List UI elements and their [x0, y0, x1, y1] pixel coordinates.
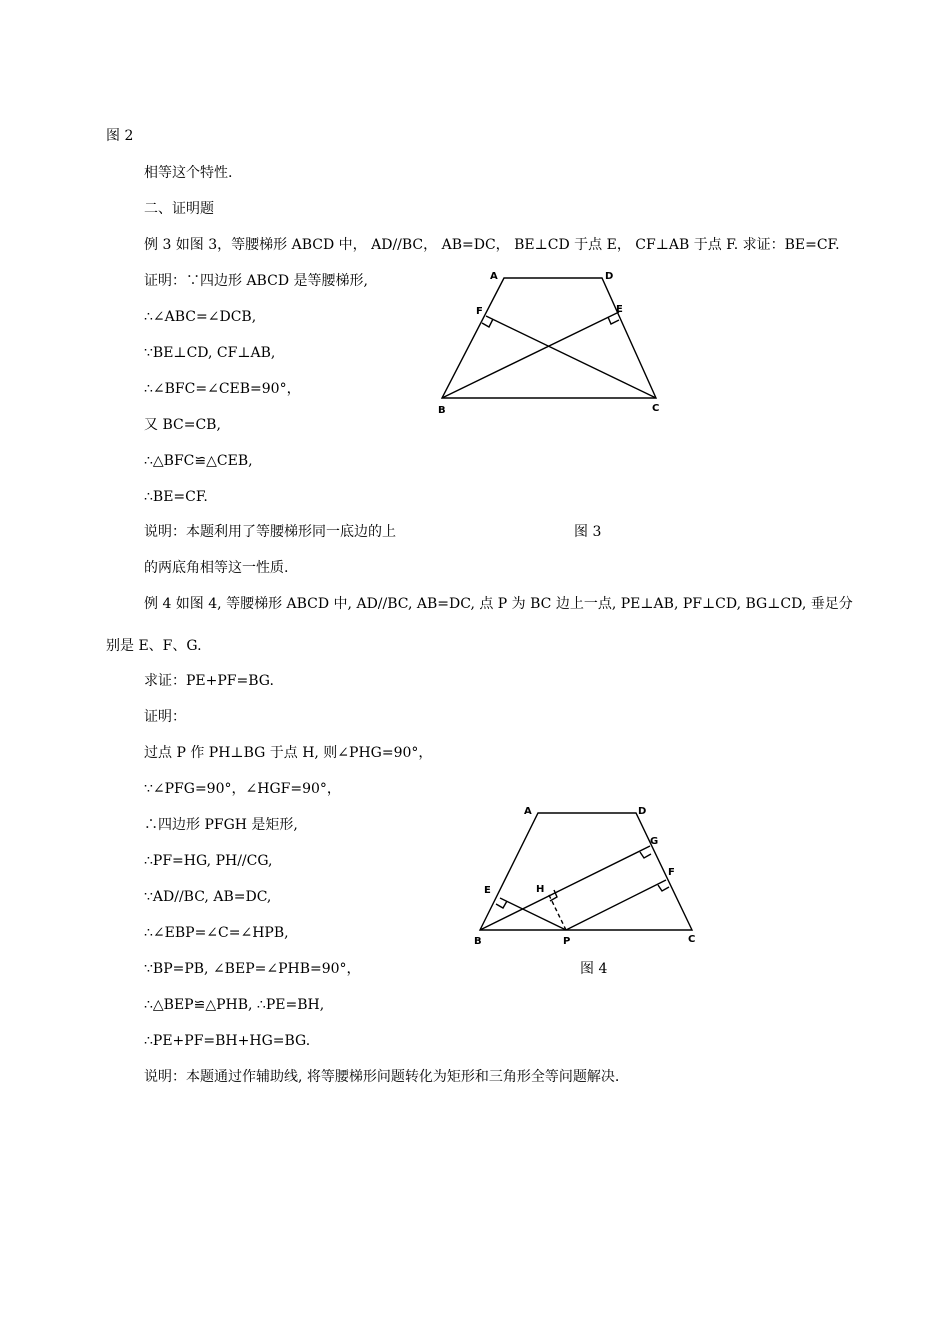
trapezoid-abcd — [480, 813, 692, 930]
example-3-statement: 例 3 如图 3，等腰梯形 ABCD 中， AD//BC， AB=DC， BE⊥CD 于点 E， CF⊥AB 于点 F. 求证：BE=CF. — [144, 237, 840, 253]
label-c: C — [652, 403, 660, 414]
proof-line: ∴BE=CF. — [144, 489, 208, 505]
example-4-statement-cont: 别是 E、F、G. — [106, 638, 202, 654]
label-h: H — [536, 884, 545, 895]
segment-ph — [548, 893, 566, 930]
segment-pf — [566, 880, 666, 930]
segment-cf — [486, 316, 656, 398]
label-d: D — [605, 271, 614, 282]
right-angle-e — [496, 901, 507, 908]
label-a: A — [490, 271, 498, 282]
figure-4-diagram — [468, 800, 708, 950]
label-d: D — [638, 806, 647, 817]
label-e: E — [616, 304, 623, 315]
right-angle-e — [608, 317, 619, 324]
label-g: G — [650, 836, 659, 847]
proof-line: 证明：∵四边形 ABCD 是等腰梯形, — [144, 273, 368, 289]
prove-line: 求证：PE+PF=BG. — [144, 673, 274, 689]
proof-line: ∵BP=PB, ∠BEP=∠PHB=90°， — [144, 961, 361, 977]
figure-2-label: 图 2 — [106, 128, 134, 144]
label-f: F — [668, 867, 675, 878]
section-heading: 二、证明题 — [144, 201, 214, 217]
figure-3-caption: 图 3 — [574, 524, 602, 540]
proof-line: ∴△BEP≌△PHB, ∴PE=BH, — [144, 997, 325, 1013]
label-e: E — [484, 885, 491, 896]
note-line: 的两底角相等这一性质. — [144, 560, 289, 576]
label-f: F — [476, 306, 483, 317]
note-line: 说明：本题通过作辅助线, 将等腰梯形问题转化为矩形和三角形全等问题解决. — [144, 1069, 620, 1085]
figure-3-diagram — [430, 265, 670, 420]
proof-line: ∴PF=HG, PH//CG, — [144, 853, 273, 869]
proof-line: 又 BC=CB, — [144, 417, 221, 433]
trapezoid-abcd — [442, 278, 656, 398]
segment-be — [442, 312, 619, 398]
label-b: B — [474, 936, 482, 947]
proof-line: ∴∠ABC=∠DCB, — [144, 309, 257, 325]
segment-pe — [500, 898, 566, 930]
proof-line: ∴∠EBP=∠C=∠HPB, — [144, 925, 289, 941]
proof-line: 过点 P 作 PH⊥BG 于点 H, 则∠PHG=90°， — [144, 745, 433, 761]
label-c: C — [688, 934, 696, 945]
label-b: B — [438, 405, 446, 416]
label-p: P — [563, 936, 571, 947]
proof-line: ∵BE⊥CD, CF⊥AB, — [144, 345, 276, 361]
proof-line: ∴四边形 PFGH 是矩形, — [144, 817, 298, 833]
right-angle-f — [482, 319, 493, 327]
proof-line: ∴∠BFC=∠CEB=90°， — [144, 381, 301, 397]
figure-4-caption: 图 4 — [580, 961, 608, 977]
proof-heading: 证明： — [144, 709, 186, 725]
proof-line: ∴PE+PF=BH+HG=BG. — [144, 1033, 311, 1049]
note-line: 说明：本题利用了等腰梯形同一底边的上 — [144, 524, 396, 540]
right-angle-f — [658, 885, 669, 891]
proof-line: ∵AD//BC, AB=DC, — [144, 889, 272, 905]
text-line: 相等这个特性. — [144, 165, 233, 181]
proof-line: ∴△BFC≌△CEB, — [144, 453, 253, 469]
label-a: A — [524, 806, 532, 817]
example-4-statement: 例 4 如图 4, 等腰梯形 ABCD 中, AD//BC, AB=DC, 点 P 为 BC 边上一点, PE⊥AB, PF⊥CD, BG⊥CD, 垂足分 — [144, 596, 853, 612]
proof-line: ∵∠PFG=90°，∠HGF=90°， — [144, 781, 341, 797]
right-angle-g — [640, 852, 651, 858]
segment-bg — [480, 846, 650, 930]
